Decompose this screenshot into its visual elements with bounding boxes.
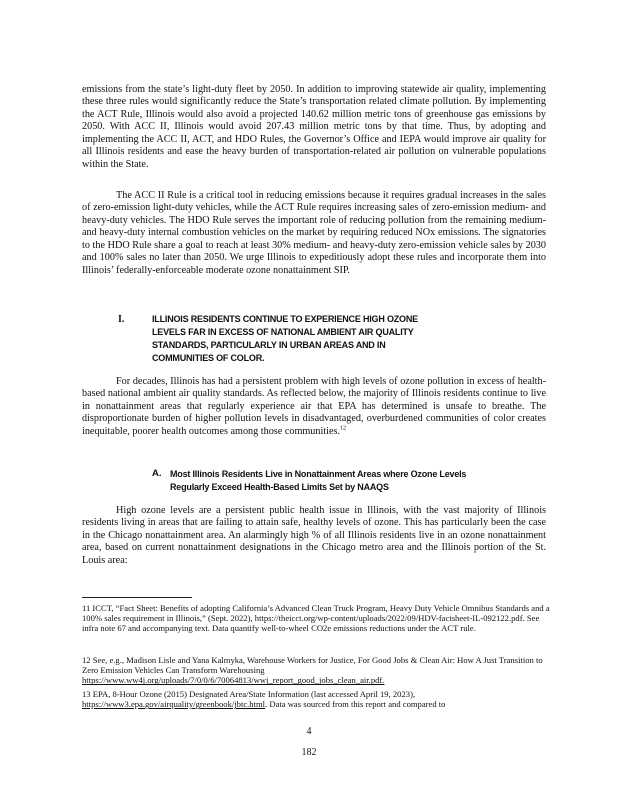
footnote-12 xyxy=(82,655,552,686)
inner-page-number: 4 xyxy=(306,726,312,737)
paragraph-ozone-history xyxy=(82,376,546,438)
paragraph-ozone-history-text: For decades, Illinois has had a persistent problem with high levels of ozone pollution in excess of health-based national ambient air quality standards. As reflected below, the majority of Illinois residents continue to live in nonattainment areas that regularly experience air that EPA has determined is unsafe to breathe. The disproportionate burden of higher pollution levels in disadvantaged, overburdened communities of color creates inequitable, poorer health outcomes among those communities. xyxy=(82,376,546,437)
section-heading-line-2: LEVELS FAR IN EXCESS OF NATIONAL AMBIENT AIR QUALITY xyxy=(152,327,414,337)
subsection-letter: A. xyxy=(152,468,162,479)
footnote-13-link[interactable]: https://www3.epa.gov/airquality/greenbook/jbtc.html xyxy=(82,699,266,710)
section-heading-line-4: COMMUNITIES OF COLOR. xyxy=(152,353,265,363)
subsection-heading-line-2: Regularly Exceed Health-Based Limits Set by NAAQS xyxy=(170,482,389,492)
section-heading-line-3: STANDARDS, PARTICULARLY IN URBAN AREAS AND IN xyxy=(152,340,386,350)
paragraph-ozone-public-health: High ozone levels are a persistent public health issue in Illinois, with the vast majority of Illinois residents living in areas that are failing to attain safe, healthy levels of ozone. This has particularly been the case in the Chicago nonattainment area. An alarmingly high % of all Illinois residents live in an ozone nonattainment area, based on current nonattainment designations in the Chicago metro area and the Illinois portion of the St. Louis area: xyxy=(82,505,546,566)
footnote-13 xyxy=(82,689,552,709)
outer-page-number: 182 xyxy=(301,747,317,758)
footnote-12-text: 12 See, e.g., Madison Lisle and Yana Kalmyka, Warehouse Workers for Justice, For Good Jobs & Clean Air: How A Just Transition to Zero Emission Vehicles Can Transform Warehousing xyxy=(82,655,543,676)
paragraph-acc-ii-rule: The ACC II Rule is a critical tool in reducing emissions because it requires gradual increases in the sales of zero-emission light-duty vehicles, while the ACT Rule requires increasing sales of zero-emission medium- and heavy-duty vehicles. The HDO Rule serves the important role of reducing pollution from the remaining medium- and heavy-duty internal combustion vehicles on the market by requiring reduced NOx emissions. The signatories to the HDO Rule share a goal to reach at least 30% medium- and heavy-duty zero-emission vehicle sales by 2030 and 100% sales no later than 2050. We urge Illinois to expeditiously adopt these rules and incorporate them into Illinois’ federally-enforceable moderate ozone nonattainment SIP. xyxy=(82,190,546,276)
subsection-heading-line-1: Most Illinois Residents Live in Nonattainment Areas where Ozone Levels xyxy=(170,469,467,479)
footnote-divider xyxy=(82,597,192,598)
footnote-ref-12: 12 xyxy=(340,425,347,432)
paragraph-emissions-summary: emissions from the state’s light-duty fleet by 2050. In addition to improving statewide air quality, implementing these three rules would significantly reduce the State’s transportation related climate pollution. By implementing the ACT Rule, Illinois would also avoid a projected 140.62 million metric tons of greenhouse gas emissions by 2050. With ACC II, Illinois would avoid 207.43 million metric tons by that time. Thus, by adopting and implementing the ACC II, ACT, and HDO Rules, the Governor’s Office and IEPA would improve air quality for all Illinois residents and ease the heavy burden of transportation-related air pollution on vulnerable populations within the State. xyxy=(82,84,546,170)
section-numeral: I. xyxy=(118,314,125,325)
footnote-13-tail: . Data was sourced from this report and compared to xyxy=(265,699,446,710)
footnote-12-link[interactable]: https://www.ww4j.org/uploads/7/0/0/6/70064813/wwj_report_good_jobs_clean_air.pdf. xyxy=(82,675,385,686)
section-heading-line-1: ILLINOIS RESIDENTS CONTINUE TO EXPERIENCE HIGH OZONE xyxy=(152,314,418,324)
footnote-11: 11 ICCT, “Fact Sheet: Benefits of adopting California’s Advanced Clean Truck Program, Heavy Duty Vehicle Omnibus Standards and a 100% sales requirement in Illinois,” (Sept. 2022), https://theicct.org/wp-content/uploads/2022/09/HDV-factsheet-IL-092122.pdf. See infra note 67 and accompanying text. Data quantify well-to-wheel CO2e emissions reductions under the ACT rule. xyxy=(82,603,550,634)
footnote-13-text: 13 EPA, 8-Hour Ozone (2015) Designated Area/State Information (last accessed April 19, 2023), xyxy=(82,689,416,699)
